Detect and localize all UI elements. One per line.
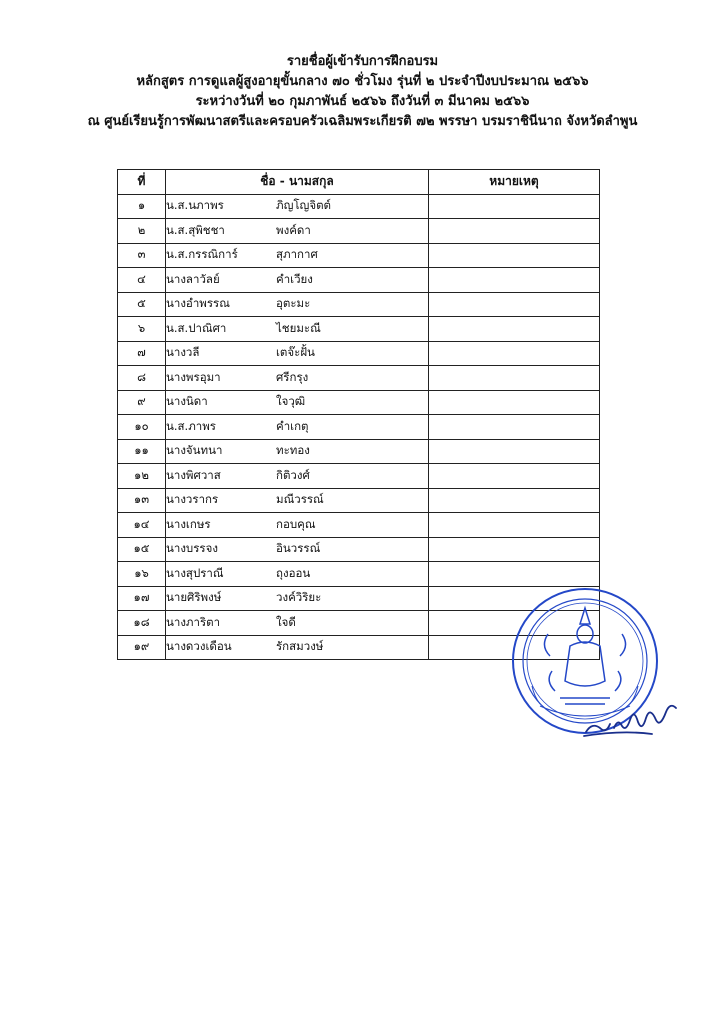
row-remark — [429, 219, 600, 244]
column-header-name: ชื่อ - นามสกุล — [166, 170, 429, 195]
participant-first-name: นางบรรจง — [166, 541, 218, 556]
participant-first-name: นางเกษร — [166, 516, 211, 531]
participant-name — [166, 292, 429, 317]
participant-name — [166, 488, 429, 513]
participant-first-name: นางพิศวาส — [166, 467, 221, 482]
participant-first-name: น.ส.นภาพร — [166, 198, 224, 213]
participant-first-name: นายศิริพงษ์ — [166, 590, 222, 605]
signature-mark — [582, 692, 682, 740]
header-course: หลักสูตร การดูแลผู้สูงอายุขั้นกลาง ๗๐ ชั่วโมง รุ่นที่ ๒ ประจำปีงบประมาณ ๒๕๖๖ — [136, 74, 589, 89]
row-number: ๑๓ — [118, 488, 166, 513]
participant-name — [166, 586, 429, 611]
table-row — [118, 194, 600, 219]
document-header — [0, 52, 725, 132]
table-row — [118, 562, 600, 587]
table-header-row — [118, 170, 600, 195]
table-row — [118, 292, 600, 317]
participant-last-name: ใจดี — [276, 614, 296, 629]
row-remark — [429, 390, 600, 415]
participant-name — [166, 243, 429, 268]
participant-last-name: สุภากาศ — [276, 247, 318, 262]
row-number: ๗ — [118, 341, 166, 366]
table-row — [118, 537, 600, 562]
participant-first-name: น.ส.กรรณิการ์ — [166, 247, 238, 262]
participant-name — [166, 268, 429, 293]
row-number: ๑๑ — [118, 439, 166, 464]
table-row — [118, 390, 600, 415]
header-venue: ณ ศูนย์เรียนรู้การพัฒนาสตรีและครอบครัวเฉลิมพระเกียรติ ๗๒ พรรษา บรมราชินีนาถ จังหวัดลำพูน — [87, 114, 638, 129]
participant-last-name: ศรีกรุง — [276, 369, 309, 384]
participant-name — [166, 390, 429, 415]
row-remark — [429, 415, 600, 440]
row-remark — [429, 513, 600, 538]
participant-last-name: วงค์วิริยะ — [276, 590, 322, 605]
row-remark — [429, 243, 600, 268]
participant-name — [166, 341, 429, 366]
participant-first-name: นางวรากร — [166, 492, 219, 507]
table-row — [118, 488, 600, 513]
participant-first-name: น.ส.สุพิชชา — [166, 222, 225, 237]
row-remark — [429, 341, 600, 366]
participant-first-name: นางดวงเดือน — [166, 639, 232, 654]
row-remark — [429, 488, 600, 513]
row-remark — [429, 366, 600, 391]
row-number: ๑๕ — [118, 537, 166, 562]
row-remark — [429, 268, 600, 293]
participant-name — [166, 194, 429, 219]
table-row — [118, 439, 600, 464]
table-row — [118, 415, 600, 440]
header-dates: ระหว่างวันที่ ๒๐ กุมภาพันธ์ ๒๕๖๖ ถึงวันที่ ๓ มีนาคม ๒๕๖๖ — [195, 94, 530, 109]
participant-name — [166, 366, 429, 391]
participant-last-name: กิติวงศ์ — [276, 467, 310, 482]
row-number: ๑๗ — [118, 586, 166, 611]
row-remark — [429, 292, 600, 317]
participant-first-name: นางพรอุมา — [166, 369, 221, 384]
table-row — [118, 341, 600, 366]
participant-first-name: นางอำพรรณ — [166, 296, 230, 311]
row-number: ๘ — [118, 366, 166, 391]
participant-last-name: เตจ๊ะฝั้น — [276, 345, 315, 360]
participant-name — [166, 537, 429, 562]
row-number: ๖ — [118, 317, 166, 342]
row-remark — [429, 317, 600, 342]
row-number: ๒ — [118, 219, 166, 244]
participant-last-name: รักสมวงษ์ — [276, 639, 324, 654]
participant-last-name: ทะทอง — [276, 443, 310, 458]
column-header-remark: หมายเหตุ — [429, 170, 600, 195]
table-row — [118, 243, 600, 268]
row-remark — [429, 464, 600, 489]
participant-last-name: ถุงออน — [276, 565, 311, 580]
participant-first-name: นางจันทนา — [166, 443, 223, 458]
row-number: ๕ — [118, 292, 166, 317]
participant-first-name: นางวลี — [166, 345, 200, 360]
row-remark — [429, 562, 600, 587]
table-row — [118, 366, 600, 391]
participant-last-name: ภิญโญจิตต์ — [276, 198, 332, 213]
participant-name — [166, 635, 429, 660]
participant-first-name: น.ส.ปาณิศา — [166, 320, 227, 335]
row-number: ๑๔ — [118, 513, 166, 538]
table-row — [118, 219, 600, 244]
participant-first-name: นางนิดา — [166, 394, 208, 409]
participant-name — [166, 219, 429, 244]
participant-last-name: คำเวียง — [276, 271, 313, 286]
participant-last-name: พงค์ดา — [276, 222, 311, 237]
row-number: ๓ — [118, 243, 166, 268]
row-number: ๑๐ — [118, 415, 166, 440]
table-row — [118, 317, 600, 342]
table-row — [118, 268, 600, 293]
participant-first-name: น.ส.ภาพร — [166, 418, 216, 433]
table-row — [118, 513, 600, 538]
participant-name — [166, 464, 429, 489]
column-header-no: ที่ — [118, 170, 166, 195]
row-number: ๔ — [118, 268, 166, 293]
row-number: ๑๘ — [118, 611, 166, 636]
row-remark — [429, 537, 600, 562]
participant-last-name: กอบคุณ — [276, 516, 316, 531]
row-number: ๑๙ — [118, 635, 166, 660]
participant-name — [166, 415, 429, 440]
participant-first-name: นางสุปราณี — [166, 565, 224, 580]
participant-last-name: คำเกตุ — [276, 418, 309, 433]
participant-last-name: ใจวุฒิ — [276, 394, 306, 409]
participant-name — [166, 562, 429, 587]
participant-name — [166, 439, 429, 464]
header-title: รายชื่อผู้เข้ารับการฝึกอบรม — [286, 54, 439, 69]
participant-first-name: นางภาริตา — [166, 614, 221, 629]
participant-name — [166, 317, 429, 342]
participant-last-name: มณีวรรณ์ — [276, 492, 324, 507]
participant-last-name: อุตะมะ — [276, 296, 311, 311]
row-remark — [429, 439, 600, 464]
table-row — [118, 464, 600, 489]
row-number: ๑๖ — [118, 562, 166, 587]
row-remark — [429, 194, 600, 219]
participant-name — [166, 611, 429, 636]
participant-first-name: นางลาวัลย์ — [166, 271, 220, 286]
row-number: ๙ — [118, 390, 166, 415]
row-number: ๑๒ — [118, 464, 166, 489]
participant-last-name: ไชยมะณี — [276, 320, 321, 335]
row-number: ๑ — [118, 194, 166, 219]
participant-last-name: อินวรรณ์ — [276, 541, 321, 556]
participant-name — [166, 513, 429, 538]
